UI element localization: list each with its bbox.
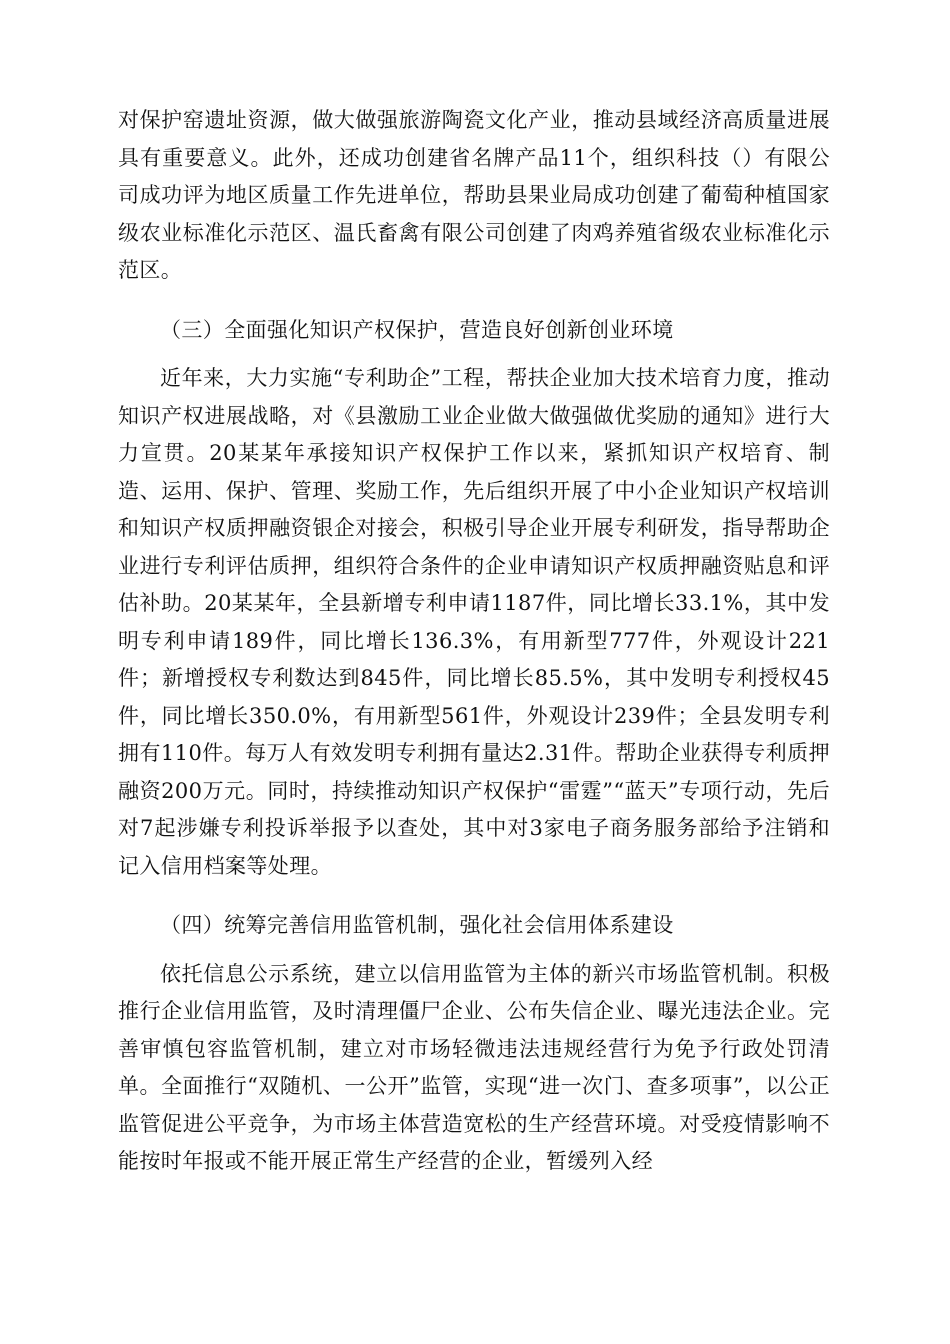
document-page [118, 102, 830, 1181]
paragraph-credit-supervision: 依托信息公示系统，建立以信用监管为主体的新兴市场监管机制。积极推行企业信用监管，及时清理僵尸企业、公布失信企业、曝光违法企业。完善审慎包容监管机制，建立对市场轻微违法违规经营行为免予行政处罚清单。全面推行“双随机、一公开”监管，实现“进一次门、查多项事”，以公正监管促进公平竞争，为市场主体营造宽松的生产经营环境。对受疫情影响不能按时年报或不能开展正常生产经营的企业，暂缓列入经 [118, 961, 830, 1173]
section-heading-ip-protection: （三）全面强化知识产权保护，营造良好创新创业环境 [160, 317, 674, 342]
paragraph-quality-achievements: 对保护窑遗址资源，做大做强旅游陶瓷文化产业，推动县域经济高质量进展具有重要意义。此外，还成功创建省名牌产品11个，组织科技（）有限公司成功评为地区质量工作先进单位，帮助县果业局成功创建了葡萄种植国家级农业标准化示范区、温氏畜禽有限公司创建了肉鸡养殖省级农业标准化示范区。 [118, 108, 830, 282]
section-heading-credit-supervision: （四）统筹完善信用监管机制，强化社会信用体系建设 [160, 913, 674, 937]
paragraph-ip-protection: 近年来，大力实施“专利助企”工程，帮扶企业加大技术培育力度，推动知识产权进展战略，对《县激励工业企业做大做强做优奖励的通知》进行大力宣贯。20某某年承接知识产权保护工作以来，紧抓知识产权培育、制造、运用、保护、管理、奖励工作，先后组织开展了中小企业知识产权培训和知识产权质押融资银企对接会，积极引导企业开展专利研发，指导帮助企业进行专利评估质押，组织符合条件的企业申请知识产权质押融资贴息和评估补助。20某某年，全县新增专利申请1187件，同比增长33.1%，其中发明专利申请189件，同比增长136.3%，有用新型777件，外观设计221件；新增授权专利数达到845件，同比增长85.5%，其中发明专利授权45件，同比增长350.0%，有用新型561件，外观设计239件；全县发明专利拥有110件。每万人有效发明专利拥有量达2.31件。帮助企业获得专利质押融资200万元。同时，持续推动知识产权保护“雷霆”“蓝天”专项行动，先后对7起涉嫌专利投诉举报予以查处，其中对3家电子商务服务部给予注销和记入信用档案等处理。 [118, 366, 830, 878]
